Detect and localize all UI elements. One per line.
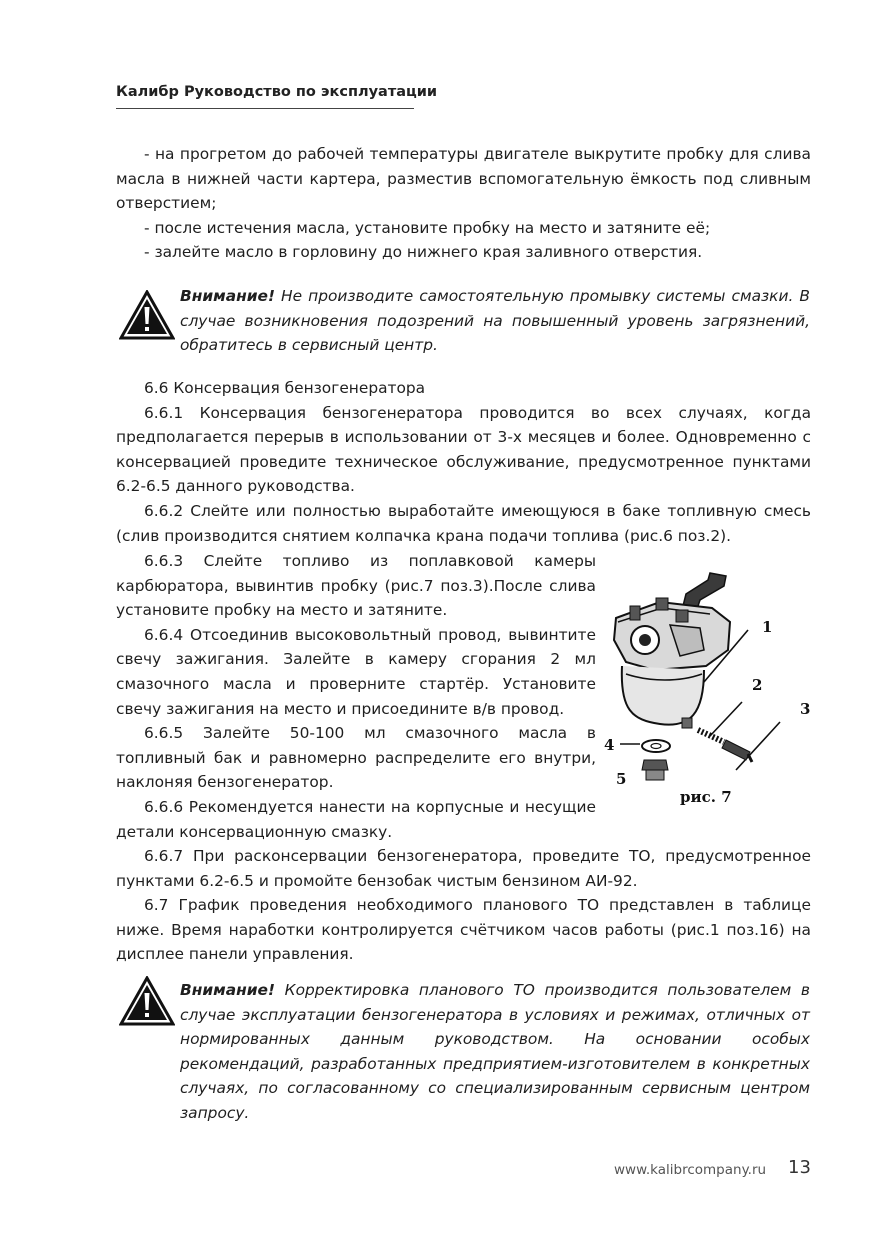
warning-icon bbox=[119, 290, 175, 340]
callout-5: 5 bbox=[616, 770, 627, 788]
intro-line-1: - на прогретом до рабочей температуры двигателе выкрутите пробку для слива масла в нижней части картера, разместив вспомогательную ёмкость под сливным отверстием; bbox=[116, 145, 811, 213]
warning-1-text: Не производите самостоятельную промывку системы смазки. В случае возникновения подозрений на повышенный уровень загрязнений, обратитесь в сервисный центр. bbox=[180, 287, 810, 355]
warning-1 bbox=[180, 284, 810, 358]
warning-2-label: Внимание! bbox=[180, 981, 275, 999]
para-6-6-1: 6.6.1 Консервация бензогенератора проводится во всех случаях, когда предполагается перерыв в использовании от 3-х месяцев и более. Одновременно с консервацией проведите техническое обслуживание, предусмотренное пунктами 6.2-6.5 данного руководства. bbox=[116, 403, 811, 496]
section-block bbox=[116, 376, 811, 548]
para-6-6-5: 6.6.5 Залейте 50-100 мл смазочного масла в топливный бак и равномерно распределите его внутри, наклоняя бензогенератор. bbox=[116, 724, 596, 792]
header-rule bbox=[116, 108, 414, 109]
para-6-6-3: 6.6.3 Слейте топливо из поплавковой камеры карбюратора, вывинтив пробку (рис.7 поз.3).После слива установите пробку на место и затяните. bbox=[116, 552, 596, 620]
para-6-7: 6.7 График проведения необходимого планового ТО представлен в таблице ниже. Время наработки контролируется счётчиком часов работы (рис.1 поз.16) на дисплее панели управления. bbox=[116, 896, 811, 964]
intro-block bbox=[116, 142, 811, 265]
callout-1: 1 bbox=[762, 618, 773, 636]
intro-line-3: - залейте масло в горловину до нижнего края заливного отверстия. bbox=[144, 243, 703, 262]
running-header: Калибр Руководство по эксплуатации bbox=[116, 84, 438, 100]
warning-1-label: Внимание! bbox=[180, 287, 275, 305]
intro-line-2: - после истечения масла, установите пробку на место и затяните её; bbox=[144, 218, 711, 237]
para-6-6-4: 6.6.4 Отсоединив высоковольтный провод, вывинтите свечу зажигания. Залейте в камеру сгорания 2 мл смазочного масла и проверните стартёр. Установите свечу зажигания на место и присоедините в/в провод. bbox=[116, 625, 596, 718]
callout-3: 3 bbox=[800, 700, 811, 718]
para-6-6-7: 6.6.7 При расконсервации бензогенератора, проведите ТО, предусмотренное пунктами 6.2-6.5 и промойте бензобак чистым бензином АИ-92. bbox=[116, 847, 811, 890]
warning-2 bbox=[180, 978, 810, 1126]
footer-url[interactable]: www.kalibrcompany.ru bbox=[614, 1162, 767, 1178]
callout-4: 4 bbox=[604, 736, 615, 754]
warning-2-text: Корректировка планового ТО производится пользователем в случае эксплуатации бензогенератора в условиях и режимах, отличных от нормированных данным руководством. На основании особых рекомендаций, разработанных предприятием-изготовителем в конкретных случаях, по согласованному со специализированным сервисным центром запросу. bbox=[180, 981, 810, 1122]
page-number: 13 bbox=[788, 1157, 811, 1178]
wrap-block bbox=[116, 549, 596, 844]
figure-caption: рис. 7 bbox=[680, 788, 732, 806]
warning-icon bbox=[119, 976, 175, 1026]
tail-block bbox=[116, 844, 811, 967]
section-title: 6.6 Консервация бензогенератора bbox=[144, 379, 426, 397]
para-6-6-6: 6.6.6 Рекомендуется нанести на корпусные и несущие детали консервационную смазку. bbox=[116, 797, 596, 841]
callout-2: 2 bbox=[752, 676, 763, 694]
para-6-6-2: 6.6.2 Слейте или полностью выработайте имеющуюся в баке топливную смесь (слив производится снятием колпачка крана подачи топлива (рис.6 поз.2). bbox=[116, 501, 811, 545]
carburetor-figure bbox=[600, 570, 815, 810]
